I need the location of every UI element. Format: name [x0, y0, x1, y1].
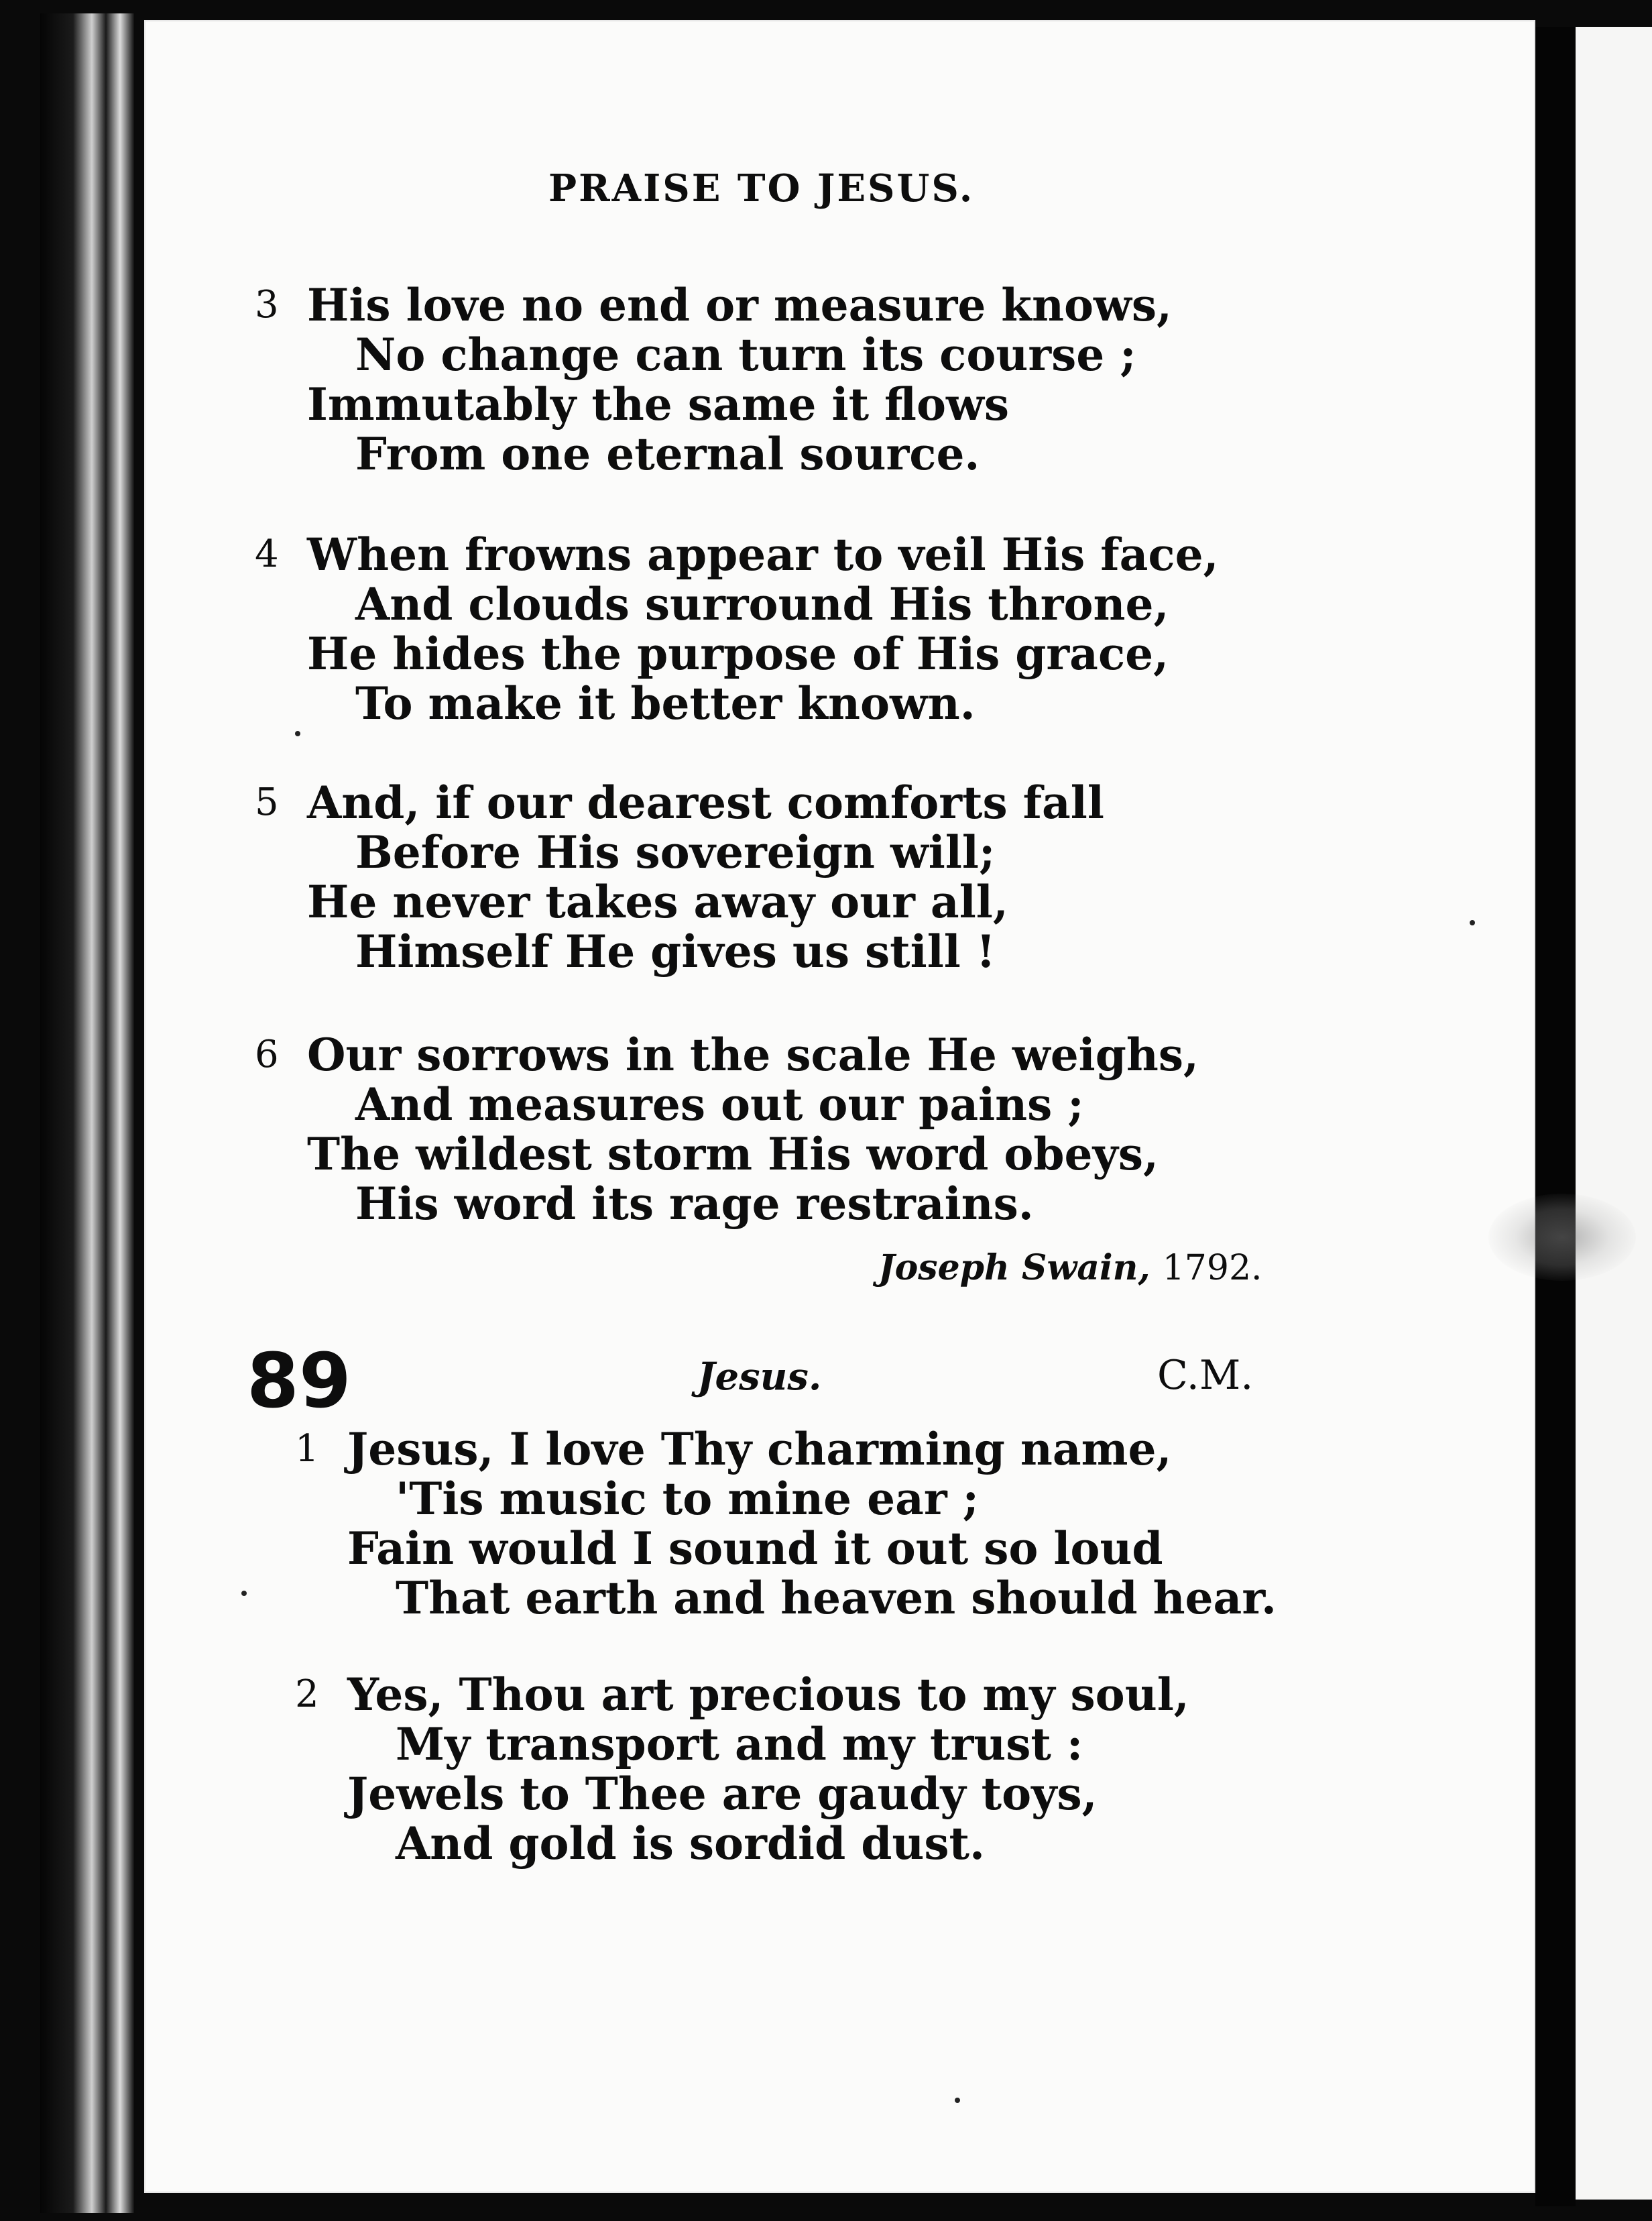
stanza-line: My transport and my trust : [396, 1718, 1083, 1770]
hymn-title: Jesus. [697, 1355, 822, 1399]
stanza-line: The wildest storm His word obeys, [307, 1128, 1159, 1180]
stanza-line: And, if our dearest comforts fall [307, 777, 1104, 829]
stanza-line: 'Tis music to mine ear ; [396, 1473, 979, 1525]
stanza-line: From one eternal source. [355, 428, 980, 480]
print-speck [1470, 920, 1475, 925]
stanza-line: And clouds surround His throne, [355, 578, 1169, 630]
print-speck [295, 731, 300, 736]
page-gutter [1535, 27, 1576, 2206]
stanza-line: Our sorrows in the scale He weighs, [307, 1029, 1199, 1081]
stanza [255, 778, 1104, 976]
stanza-line: He never takes away our all, [307, 876, 1008, 928]
stanza [255, 530, 1219, 728]
stanza-line: And measures out our pains ; [355, 1078, 1084, 1131]
scan-smudge [1488, 1194, 1636, 1281]
stanza-line: That earth and heaven should hear. [396, 1572, 1277, 1624]
stanza-line: Himself He gives us still ! [355, 925, 996, 978]
hymn-meter: C.M. [1157, 1352, 1254, 1399]
stanza-number: 3 [255, 283, 279, 327]
stanza [255, 1030, 1199, 1229]
author-name: Joseph Swain, [878, 1247, 1150, 1288]
stanza-number: 5 [255, 781, 279, 824]
running-head: PRAISE TO JESUS. [548, 166, 975, 211]
author-year: 1792. [1162, 1248, 1262, 1288]
print-speck [241, 1591, 247, 1596]
stanza-number: 4 [255, 532, 279, 576]
stanza-line: When frowns appear to veil His face, [307, 528, 1219, 581]
stanza-line: No change can turn its course ; [355, 329, 1136, 381]
stanza [295, 1424, 1277, 1623]
stanza-line: His love no end or measure knows, [307, 279, 1172, 331]
stanza-line: Jewels to Thee are gaudy toys, [347, 1768, 1098, 1820]
book-binding [40, 13, 134, 2213]
hymn-number: 89 [247, 1338, 351, 1425]
stanza-number: 1 [295, 1427, 319, 1471]
stanza [255, 280, 1172, 479]
stanza-number: 6 [255, 1033, 279, 1076]
hymn-attribution [878, 1247, 1262, 1288]
stanza-line: Yes, Thou art precious to my soul, [347, 1668, 1189, 1721]
stanza-line: To make it better known. [355, 677, 976, 730]
stanza-line: Jesus, I love Thy charming name, [347, 1423, 1172, 1475]
stanza-line: Fain would I sound it out so loud [347, 1522, 1163, 1575]
stanza-line: His word its rage restrains. [355, 1178, 1034, 1230]
stanza-line: Immutably the same it flows [307, 378, 1010, 431]
stanza-line: And gold is sordid dust. [396, 1817, 985, 1870]
next-page-edge [1576, 27, 1652, 2200]
stanza [295, 1670, 1189, 1868]
stanza-line: Before His sovereign will; [355, 826, 996, 878]
print-speck [955, 2098, 960, 2103]
stanza-line: He hides the purpose of His grace, [307, 628, 1169, 680]
stanza-number: 2 [295, 1672, 319, 1716]
